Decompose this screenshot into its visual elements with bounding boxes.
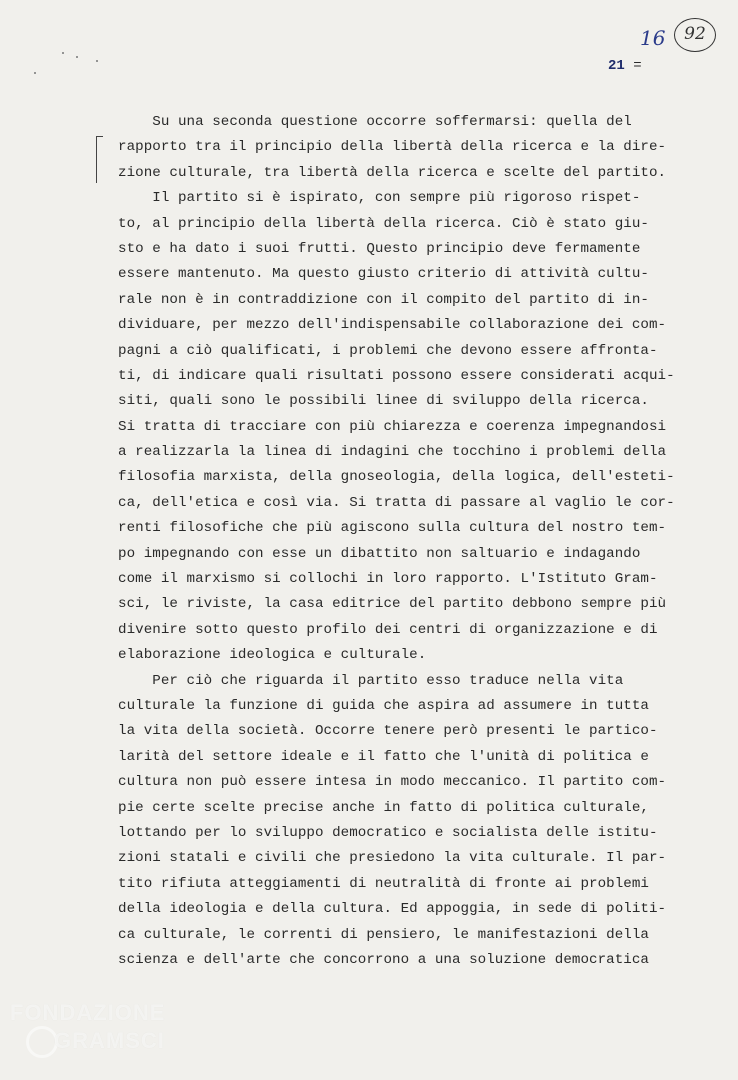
text-line: la vita della società. Occorre tenere però presenti le partico- — [118, 723, 658, 740]
text-line: Si tratta di tracciare con più chiarezza e coerenza impegnandosi — [118, 418, 667, 435]
watermark-line1: FONDAZIONE — [10, 1000, 166, 1025]
archive-watermark — [10, 1000, 210, 1072]
text-line: siti, quali sono le possibili linee di sviluppo della ricerca. — [118, 393, 649, 410]
text-line: rapporto tra il principio della libertà della ricerca e la dire- — [118, 139, 667, 156]
text-line: a realizzarla la linea di indagini che tocchino i problemi della — [118, 444, 667, 461]
text-line: scienza e dell'arte che concorrono a una soluzione democratica — [118, 951, 649, 968]
text-line: divenire sotto questo profilo dei centri di organizzazione e di — [118, 621, 658, 638]
text-line: sto e ha dato i suoi frutti. Questo principio deve fermamente — [118, 240, 641, 257]
ink-speck — [76, 56, 78, 58]
text-line: pie certe scelte precise anche in fatto di politica culturale, — [118, 799, 649, 816]
text-line: essere mantenuto. Ma questo giusto criterio di attività cultu- — [118, 266, 649, 283]
text-line: ti, di indicare quali risultati possono essere considerati acqui- — [118, 367, 675, 384]
text-line: come il marxismo si collochi in loro rapporto. L'Istituto Gram- — [118, 571, 658, 588]
text-line: ca, dell'etica e così via. Si tratta di passare al vaglio le cor- — [118, 494, 675, 511]
ink-speck — [62, 52, 64, 54]
page-number-circled: 92 — [684, 24, 706, 44]
text-line: to, al principio della libertà della ricerca. Ciò è stato giu- — [118, 215, 649, 232]
text-line: ca culturale, le correnti di pensiero, le manifestazioni della — [118, 926, 649, 943]
text-line: Il partito si è ispirato, con sempre più rigoroso rispet- — [118, 190, 641, 207]
ink-speck — [96, 60, 98, 62]
text-line: pagni a ciò qualificati, i problemi che devono essere affronta- — [118, 342, 658, 359]
text-line: filosofia marxista, della gnoseologia, della logica, dell'esteti- — [118, 469, 675, 486]
ink-speck — [34, 72, 36, 74]
typewritten-body — [118, 110, 678, 973]
text-line: sci, le riviste, la casa editrice del partito debbono sempre più — [118, 596, 667, 613]
watermark-line2: GRAMSCI — [54, 1028, 165, 1053]
text-line: zioni statali e civili che presiedono la vita culturale. Il par- — [118, 850, 667, 867]
text-line: culturale la funzione di guida che aspira ad assumere in tutta — [118, 697, 649, 714]
margin-bracket-mark — [96, 136, 103, 183]
text-line: larità del settore ideale e il fatto che l'unità di politica e — [118, 748, 649, 765]
text-line: Per ciò che riguarda il partito esso traduce nella vita — [118, 672, 624, 689]
text-line: cultura non può essere intesa in modo meccanico. Il partito com- — [118, 774, 667, 791]
text-line: rale non è in contraddizione con il compito del partito di in- — [118, 291, 649, 308]
handwritten-number: 16 — [640, 26, 666, 50]
reference-mark — [608, 58, 642, 74]
text-line: zione culturale, tra libertà della ricerca e scelte del partito. — [118, 164, 667, 181]
text-line: elaborazione ideologica e culturale. — [118, 647, 427, 664]
text-line: tito rifiuta atteggiamenti di neutralità di fronte ai problemi — [118, 875, 649, 892]
reference-mark-symbol: 21 — [608, 58, 625, 74]
text-line: dividuare, per mezzo dell'indispensabile collaborazione dei com- — [118, 317, 667, 334]
text-line: po impegnando con esse un dibattito non saltuario e indagando — [118, 545, 641, 562]
text-line: renti filosofiche che più agiscono sulla cultura del nostro tem- — [118, 520, 667, 537]
reference-mark-suffix: = — [633, 58, 642, 74]
text-line: della ideologia e della cultura. Ed appoggia, in sede di politi- — [118, 901, 667, 918]
text-line: Su una seconda questione occorre soffermarsi: quella del — [118, 114, 632, 130]
text-line: lottando per lo sviluppo democratico e socialista delle istitu- — [118, 824, 658, 841]
